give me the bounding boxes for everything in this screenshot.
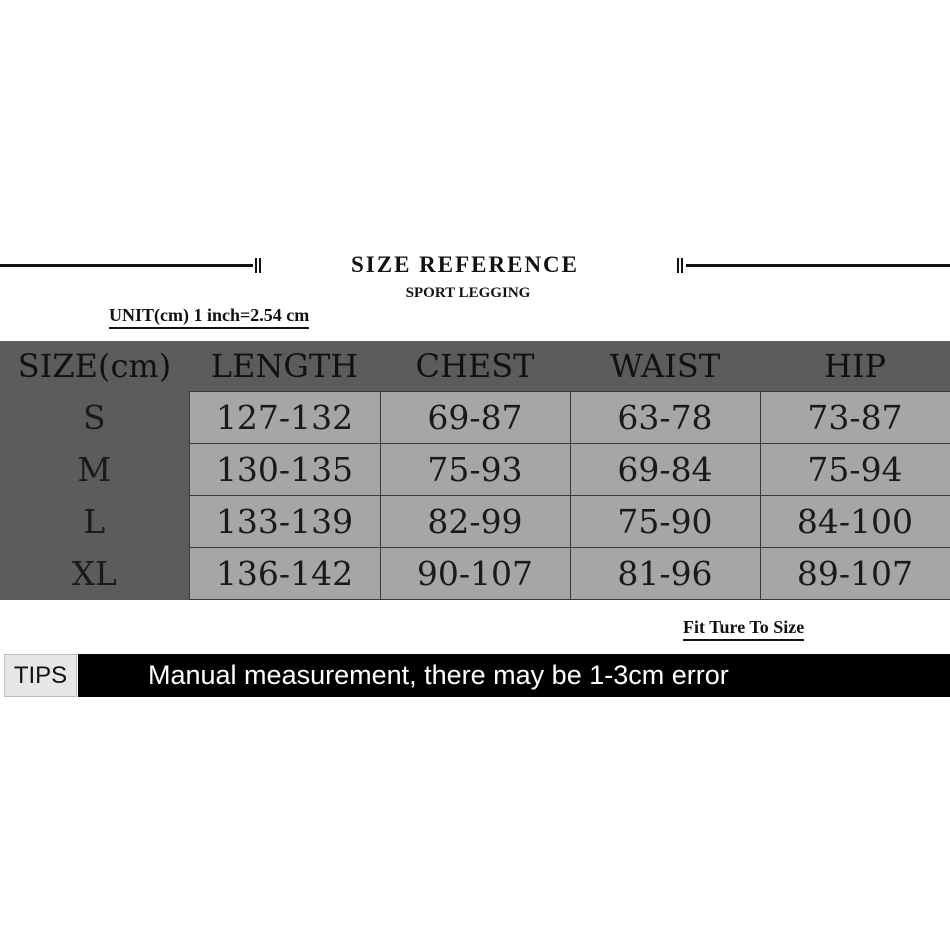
- hip-value: 73-87: [760, 392, 950, 444]
- tips-label: TIPS: [4, 654, 77, 697]
- hip-value: 84-100: [760, 496, 950, 548]
- length-value: 133-139: [189, 496, 380, 548]
- size-label: L: [0, 496, 189, 548]
- table-header-row: [0, 341, 950, 392]
- page-title: SIZE REFERENCE: [350, 252, 580, 277]
- column-header-size: SIZE(cm): [0, 341, 189, 392]
- tips-text: Manual measurement, there may be 1-3cm error: [148, 660, 729, 690]
- column-header-waist: WAIST: [570, 341, 760, 392]
- length-value: 136-142: [189, 548, 380, 600]
- waist-value: 63-78: [570, 392, 760, 444]
- fit-note: Fit Ture To Size: [683, 617, 804, 641]
- waist-value: 81-96: [570, 548, 760, 600]
- chest-value: 90-107: [380, 548, 570, 600]
- column-header-hip: HIP: [760, 341, 950, 392]
- waist-value: 69-84: [570, 444, 760, 496]
- unit-note: UNIT(cm) 1 inch=2.54 cm: [109, 305, 309, 329]
- chest-value: 82-99: [380, 496, 570, 548]
- column-header-chest: CHEST: [380, 341, 570, 392]
- title-rule-right: [686, 264, 950, 267]
- size-label: S: [0, 392, 189, 444]
- title-rule-left: [0, 264, 253, 267]
- chest-value: 75-93: [380, 444, 570, 496]
- size-label: M: [0, 444, 189, 496]
- title-rule-right-tick-2: [681, 258, 683, 273]
- tips-banner: [78, 654, 950, 697]
- column-header-length: LENGTH: [189, 341, 380, 392]
- table-row: [0, 444, 950, 496]
- size-chart-table: [0, 341, 950, 600]
- page-subtitle: SPORT LEGGING: [405, 285, 531, 301]
- title-rule-left-tick-1: [255, 258, 257, 273]
- hip-value: 75-94: [760, 444, 950, 496]
- waist-value: 75-90: [570, 496, 760, 548]
- table-row: [0, 392, 950, 444]
- chest-value: 69-87: [380, 392, 570, 444]
- length-value: 127-132: [189, 392, 380, 444]
- size-label: XL: [0, 548, 189, 600]
- title-rule-left-tick-2: [259, 258, 261, 273]
- title-rule-right-tick-1: [677, 258, 679, 273]
- length-value: 130-135: [189, 444, 380, 496]
- table-row: [0, 496, 950, 548]
- hip-value: 89-107: [760, 548, 950, 600]
- table-row: [0, 548, 950, 600]
